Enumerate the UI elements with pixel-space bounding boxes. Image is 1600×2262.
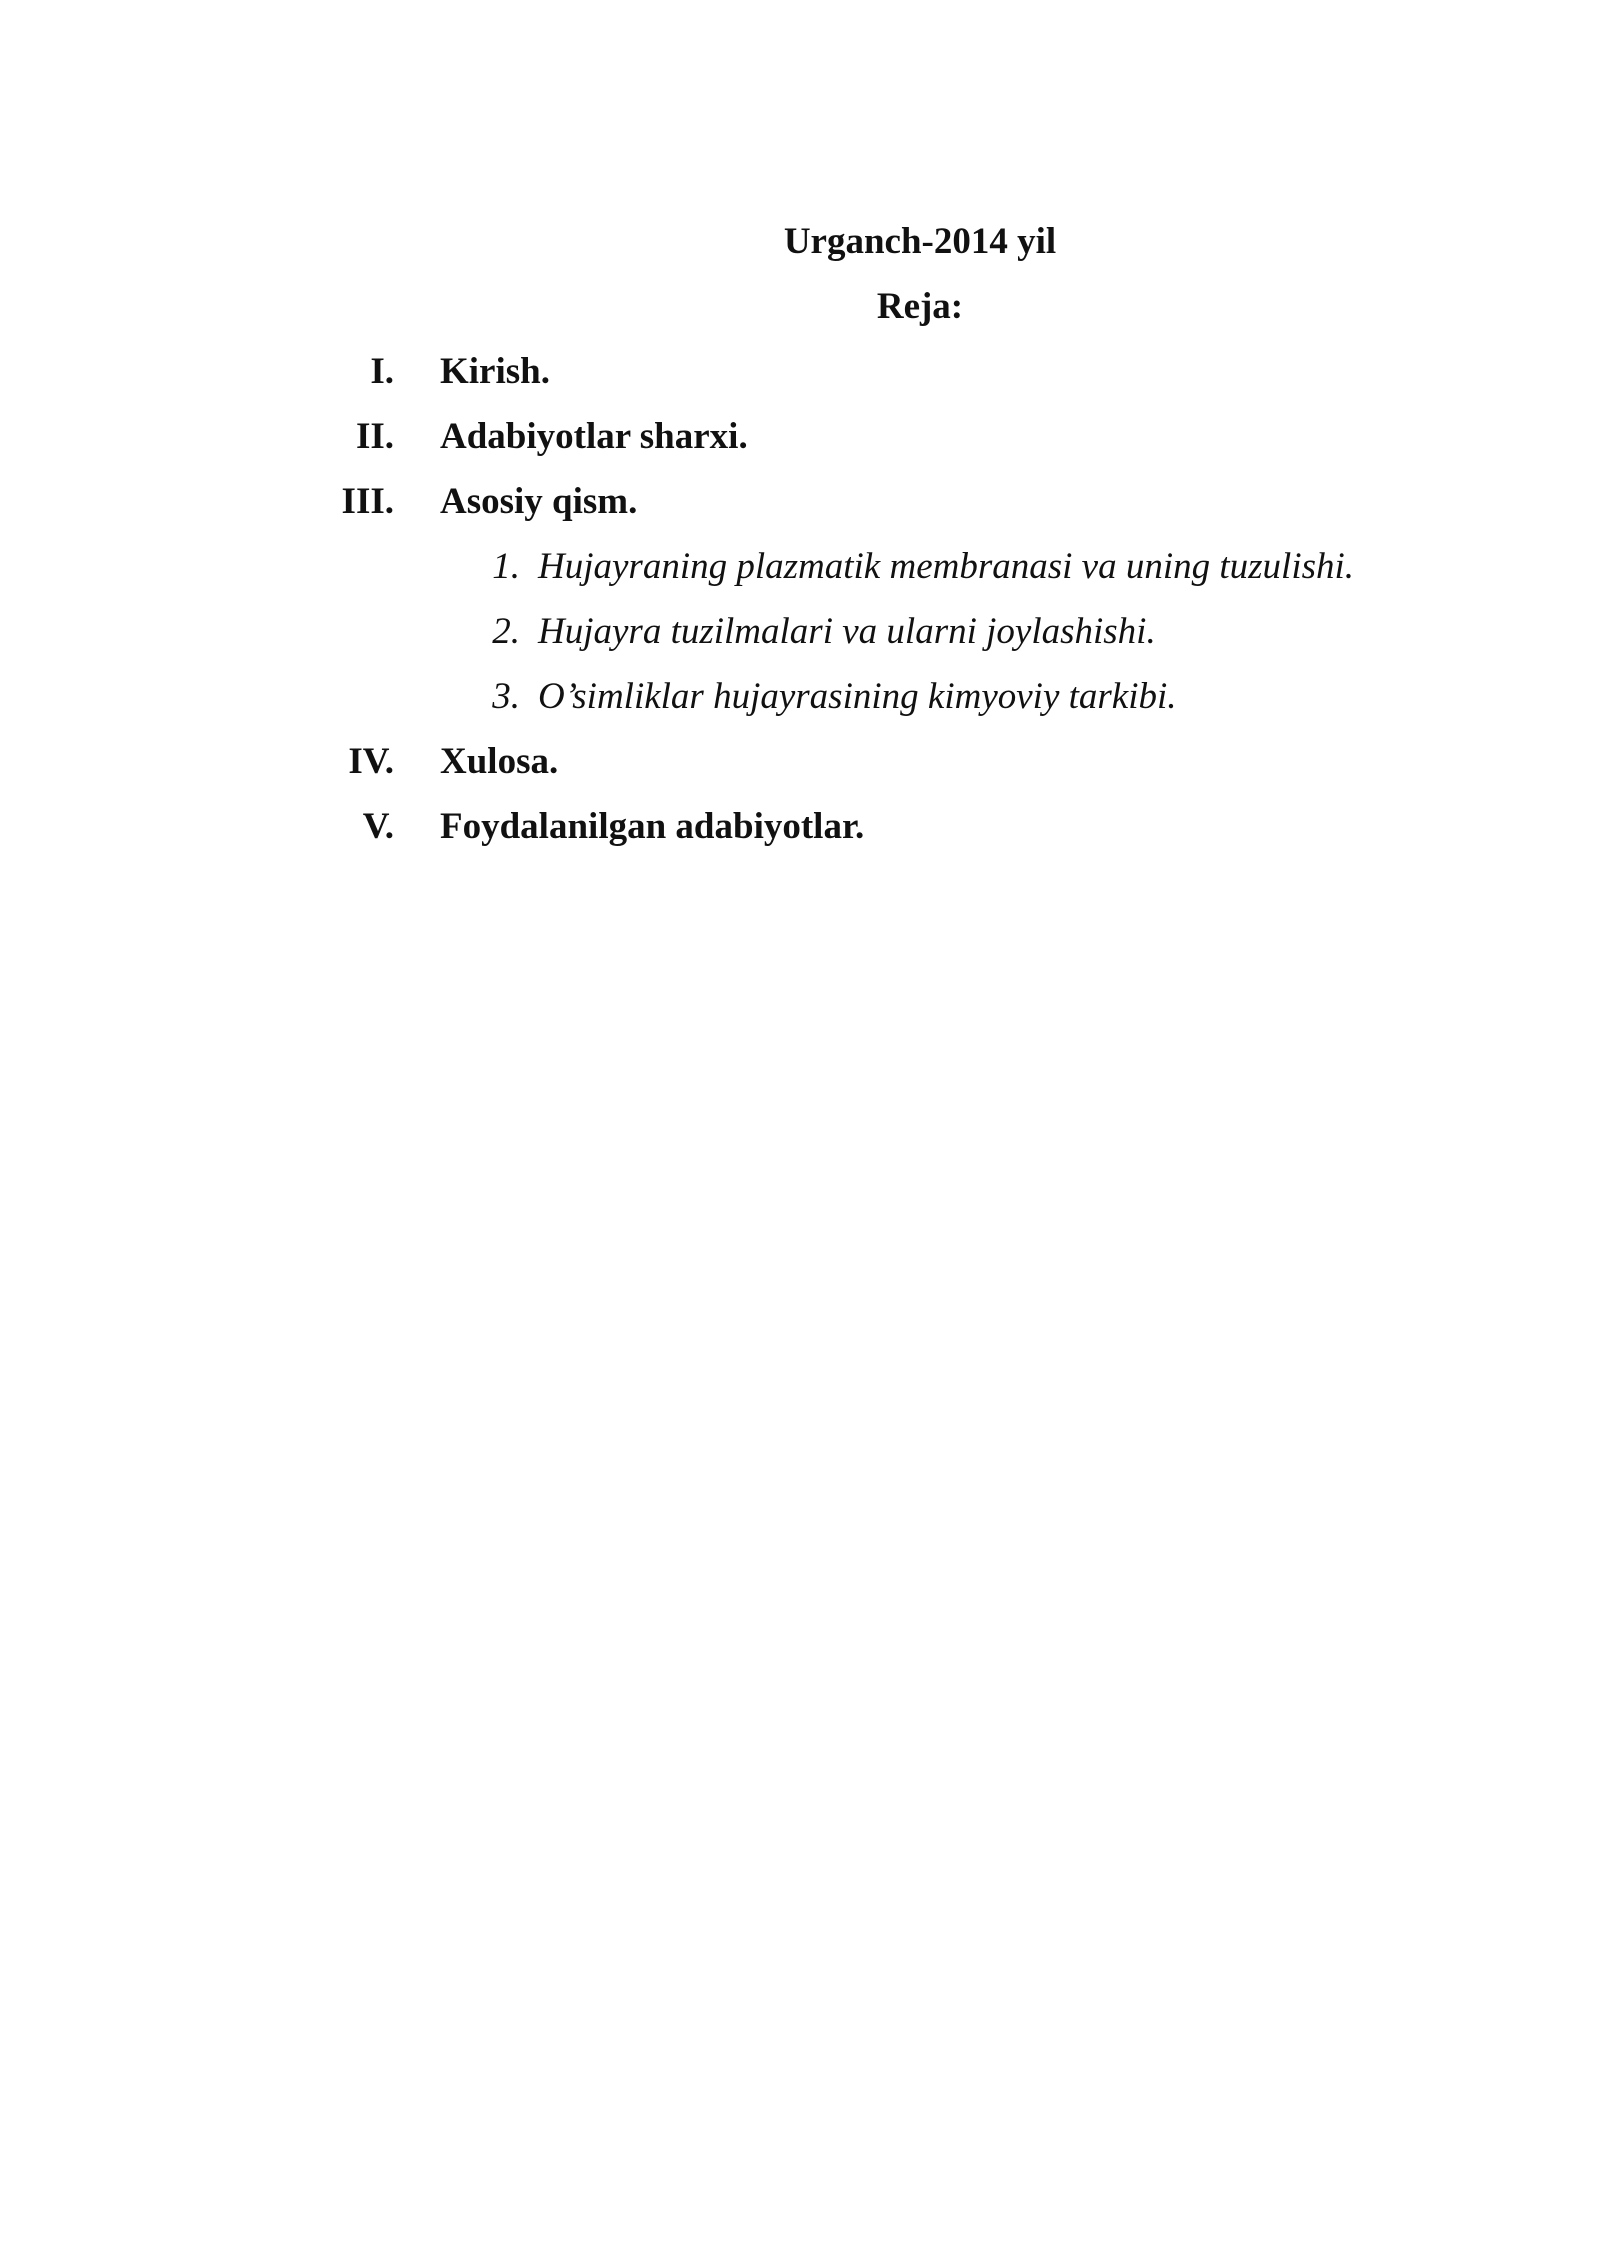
plan-item-references — [0, 805, 1600, 870]
section-title: Asosiy qism. — [440, 481, 638, 522]
section-number: IV. — [348, 741, 394, 782]
subsection-title: O’simliklar hujayrasining kimyoviy tarkibi. — [538, 676, 1177, 717]
section-number: II. — [355, 416, 394, 457]
subsection-title: Hujayraning plazmatik membranasi va uning tuzulishi. — [538, 546, 1355, 587]
section-title: Adabiyotlar sharxi. — [440, 416, 748, 457]
plan-subitem-1 — [0, 545, 1600, 610]
subsection-number: 2. — [492, 611, 520, 652]
subsection-title: Hujayra tuzilmalari va ularni joylashishi. — [538, 611, 1156, 652]
section-number: III. — [341, 481, 394, 522]
plan-list — [0, 350, 1600, 870]
subsection-number: 1. — [492, 546, 520, 587]
section-number: V. — [362, 806, 394, 847]
plan-item-literature-review — [0, 415, 1600, 480]
section-title: Kirish. — [440, 351, 550, 392]
place-year-heading: Urganch-2014 yil — [783, 221, 1057, 262]
section-title: Xulosa. — [440, 741, 559, 782]
plan-title: Reja: — [876, 286, 964, 327]
section-title: Foydalanilgan adabiyotlar. — [440, 806, 865, 847]
section-number: I. — [370, 351, 394, 392]
plan-subitem-2 — [0, 610, 1600, 675]
plan-item-main-part — [0, 480, 1600, 545]
subsection-number: 3. — [492, 676, 520, 717]
plan-subitem-3 — [0, 675, 1600, 740]
plan-item-conclusion — [0, 740, 1600, 805]
plan-item-introduction — [0, 350, 1600, 415]
